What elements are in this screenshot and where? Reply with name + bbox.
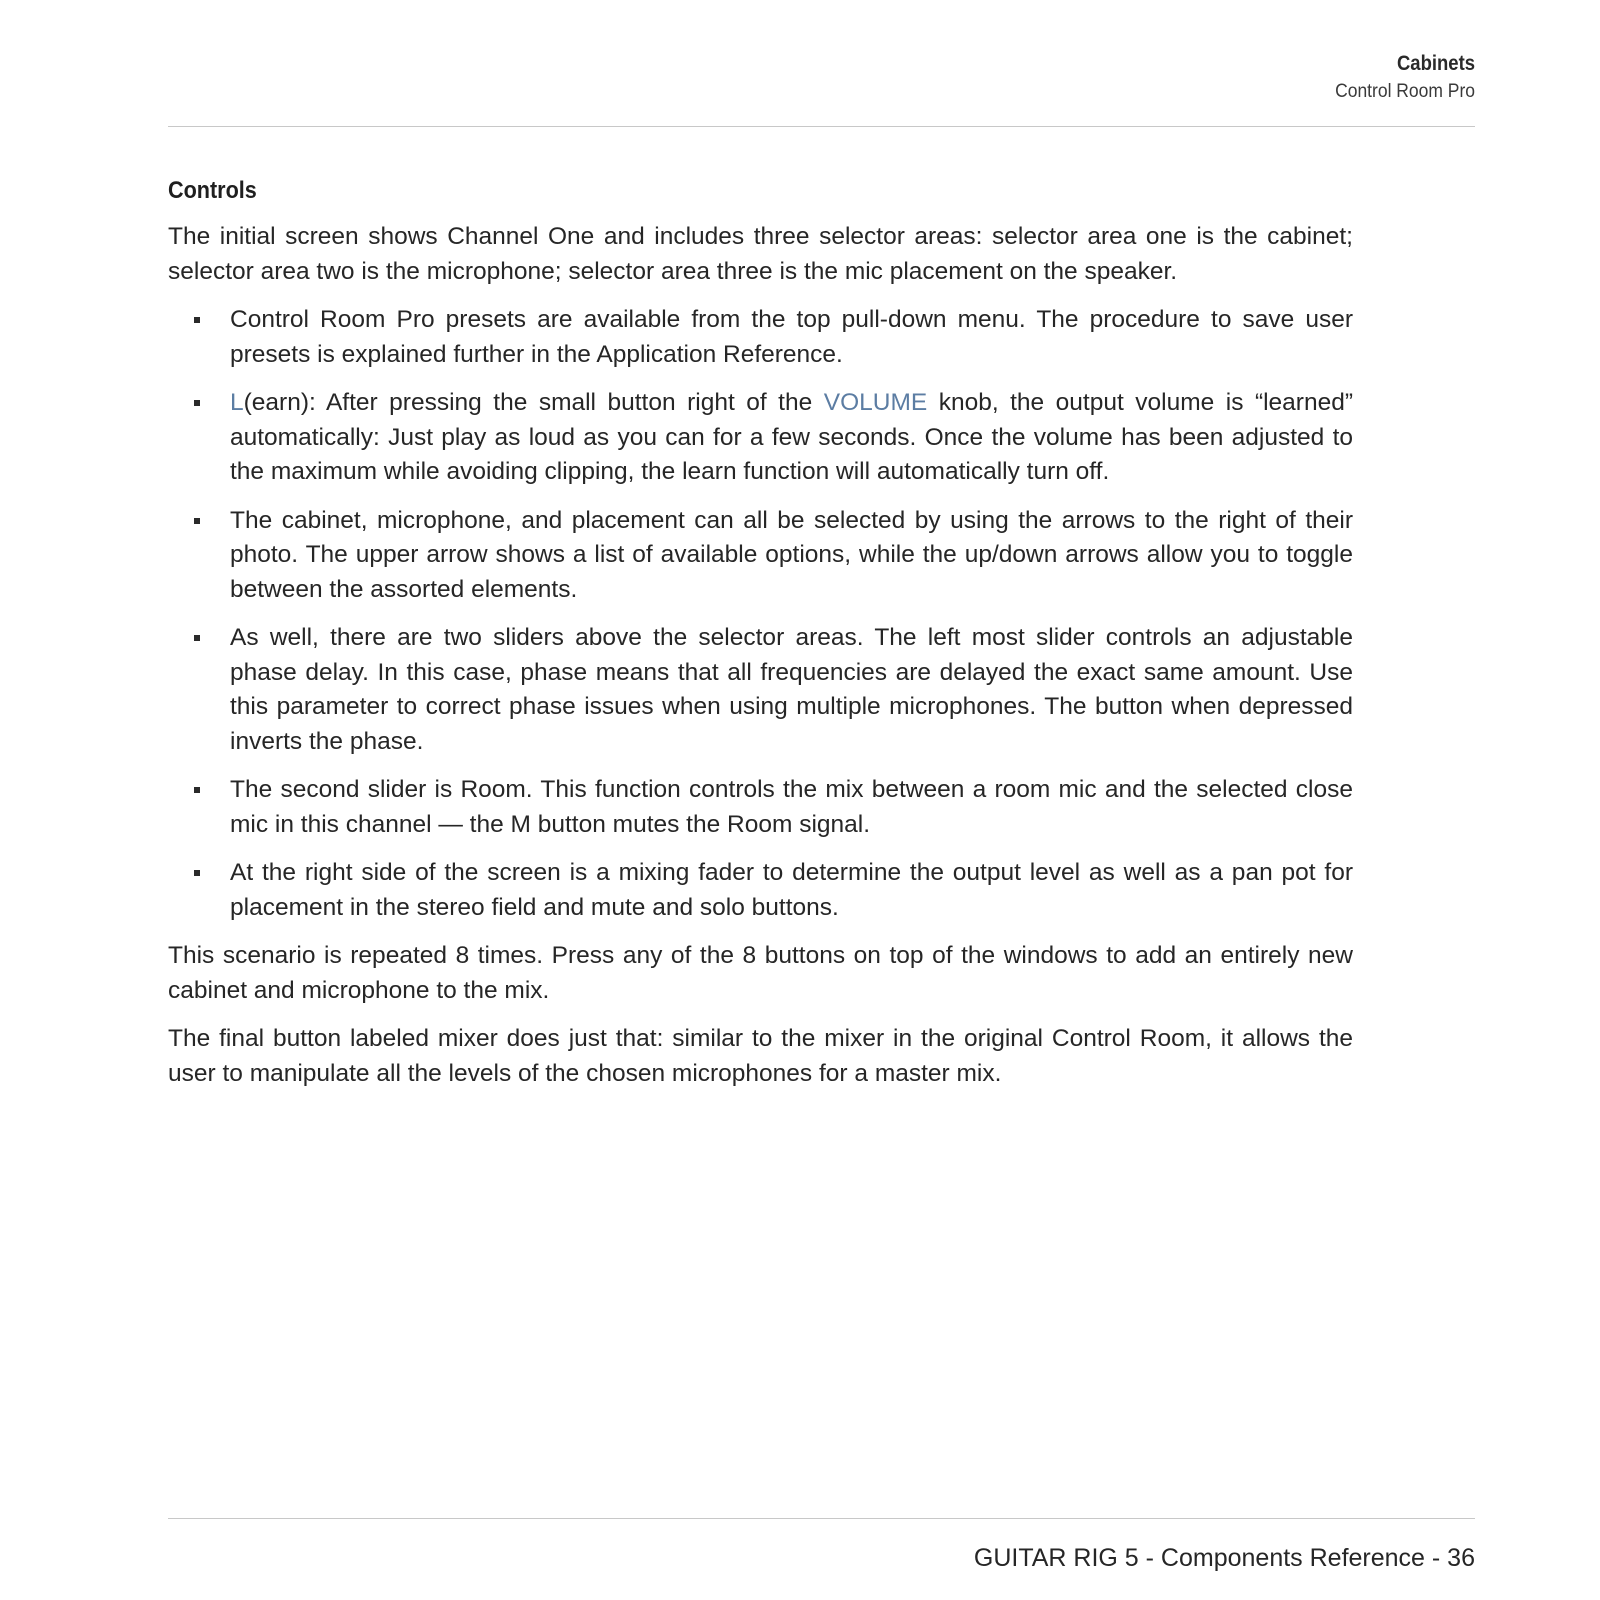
ui-term-learn: L <box>230 389 244 416</box>
list-item <box>168 386 1353 490</box>
bullet-icon <box>194 870 200 876</box>
list-item-text: The second slider is Room. This function controls the mix between a room mic and the selected close mic in this channel — the M button mutes the Room signal. <box>230 776 1353 838</box>
header-section-title: Control Room Pro <box>1335 81 1475 102</box>
list-item <box>168 504 1353 608</box>
bullet-list <box>168 303 1353 925</box>
list-item <box>168 303 1353 372</box>
bullet-icon <box>194 400 200 406</box>
running-header <box>168 50 1475 106</box>
page-body <box>168 174 1353 1105</box>
header-divider <box>168 126 1475 127</box>
list-item-text: At the right side of the screen is a mixing fader to determine the output level as well as a pan pot for placement in the stereo field and mute and solo buttons. <box>230 859 1353 921</box>
list-item-text: As well, there are two sliders above the selector areas. The left most slider controls an adjustable phase delay. In this case, phase means that all frequencies are delayed the exact same amount. Use this parameter to correct phase issues when using multiple microphones. The button when depressed inverts the phase. <box>230 624 1353 755</box>
list-item-text: The cabinet, microphone, and placement can all be selected by using the arrows to the right of their photo. The upper arrow shows a list of available options, while the up/down arrows allow you to toggle between the assorted elements. <box>230 506 1353 603</box>
list-item-text: (earn): After pressing the small button right of the <box>243 389 824 416</box>
bullet-icon <box>194 518 200 524</box>
ui-term-volume: VOLUME <box>823 389 928 416</box>
footer-divider <box>168 1518 1475 1519</box>
intro-paragraph: The initial screen shows Channel One and includes three selector areas: selector area one is the cabinet; selector area two is the microphone; selector area three is the mic placement on the speaker. <box>168 223 1353 285</box>
bullet-icon <box>194 317 200 323</box>
list-item <box>168 856 1353 925</box>
bullet-icon <box>194 635 200 641</box>
list-item <box>168 621 1353 759</box>
scenario-paragraph: This scenario is repeated 8 times. Press any of the 8 buttons on top of the windows to add an entirely new cabinet and microphone to the mix. <box>168 942 1353 1004</box>
header-chapter-title: Cabinets <box>1396 52 1475 75</box>
bullet-icon <box>194 787 200 793</box>
page-footer: GUITAR RIG 5 - Components Reference - 36 <box>973 1544 1475 1572</box>
mixer-paragraph: The final button labeled mixer does just that: similar to the mixer in the original Control Room, it allows the user to manipulate all the levels of the chosen microphones for a master mix. <box>168 1025 1353 1087</box>
list-item-text: Control Room Pro presets are available from the top pull-down menu. The procedure to save user presets is explained further in the Application Reference. <box>230 306 1353 368</box>
list-item <box>168 773 1353 842</box>
section-heading: Controls <box>168 177 257 204</box>
list-item-text: knob, the output volume is “learned” automatically: Just play as loud as you can for a few seconds. Once the volume has been adjusted to the maximum while avoiding clipping, the learn function will automatically turn off. <box>230 389 1353 485</box>
